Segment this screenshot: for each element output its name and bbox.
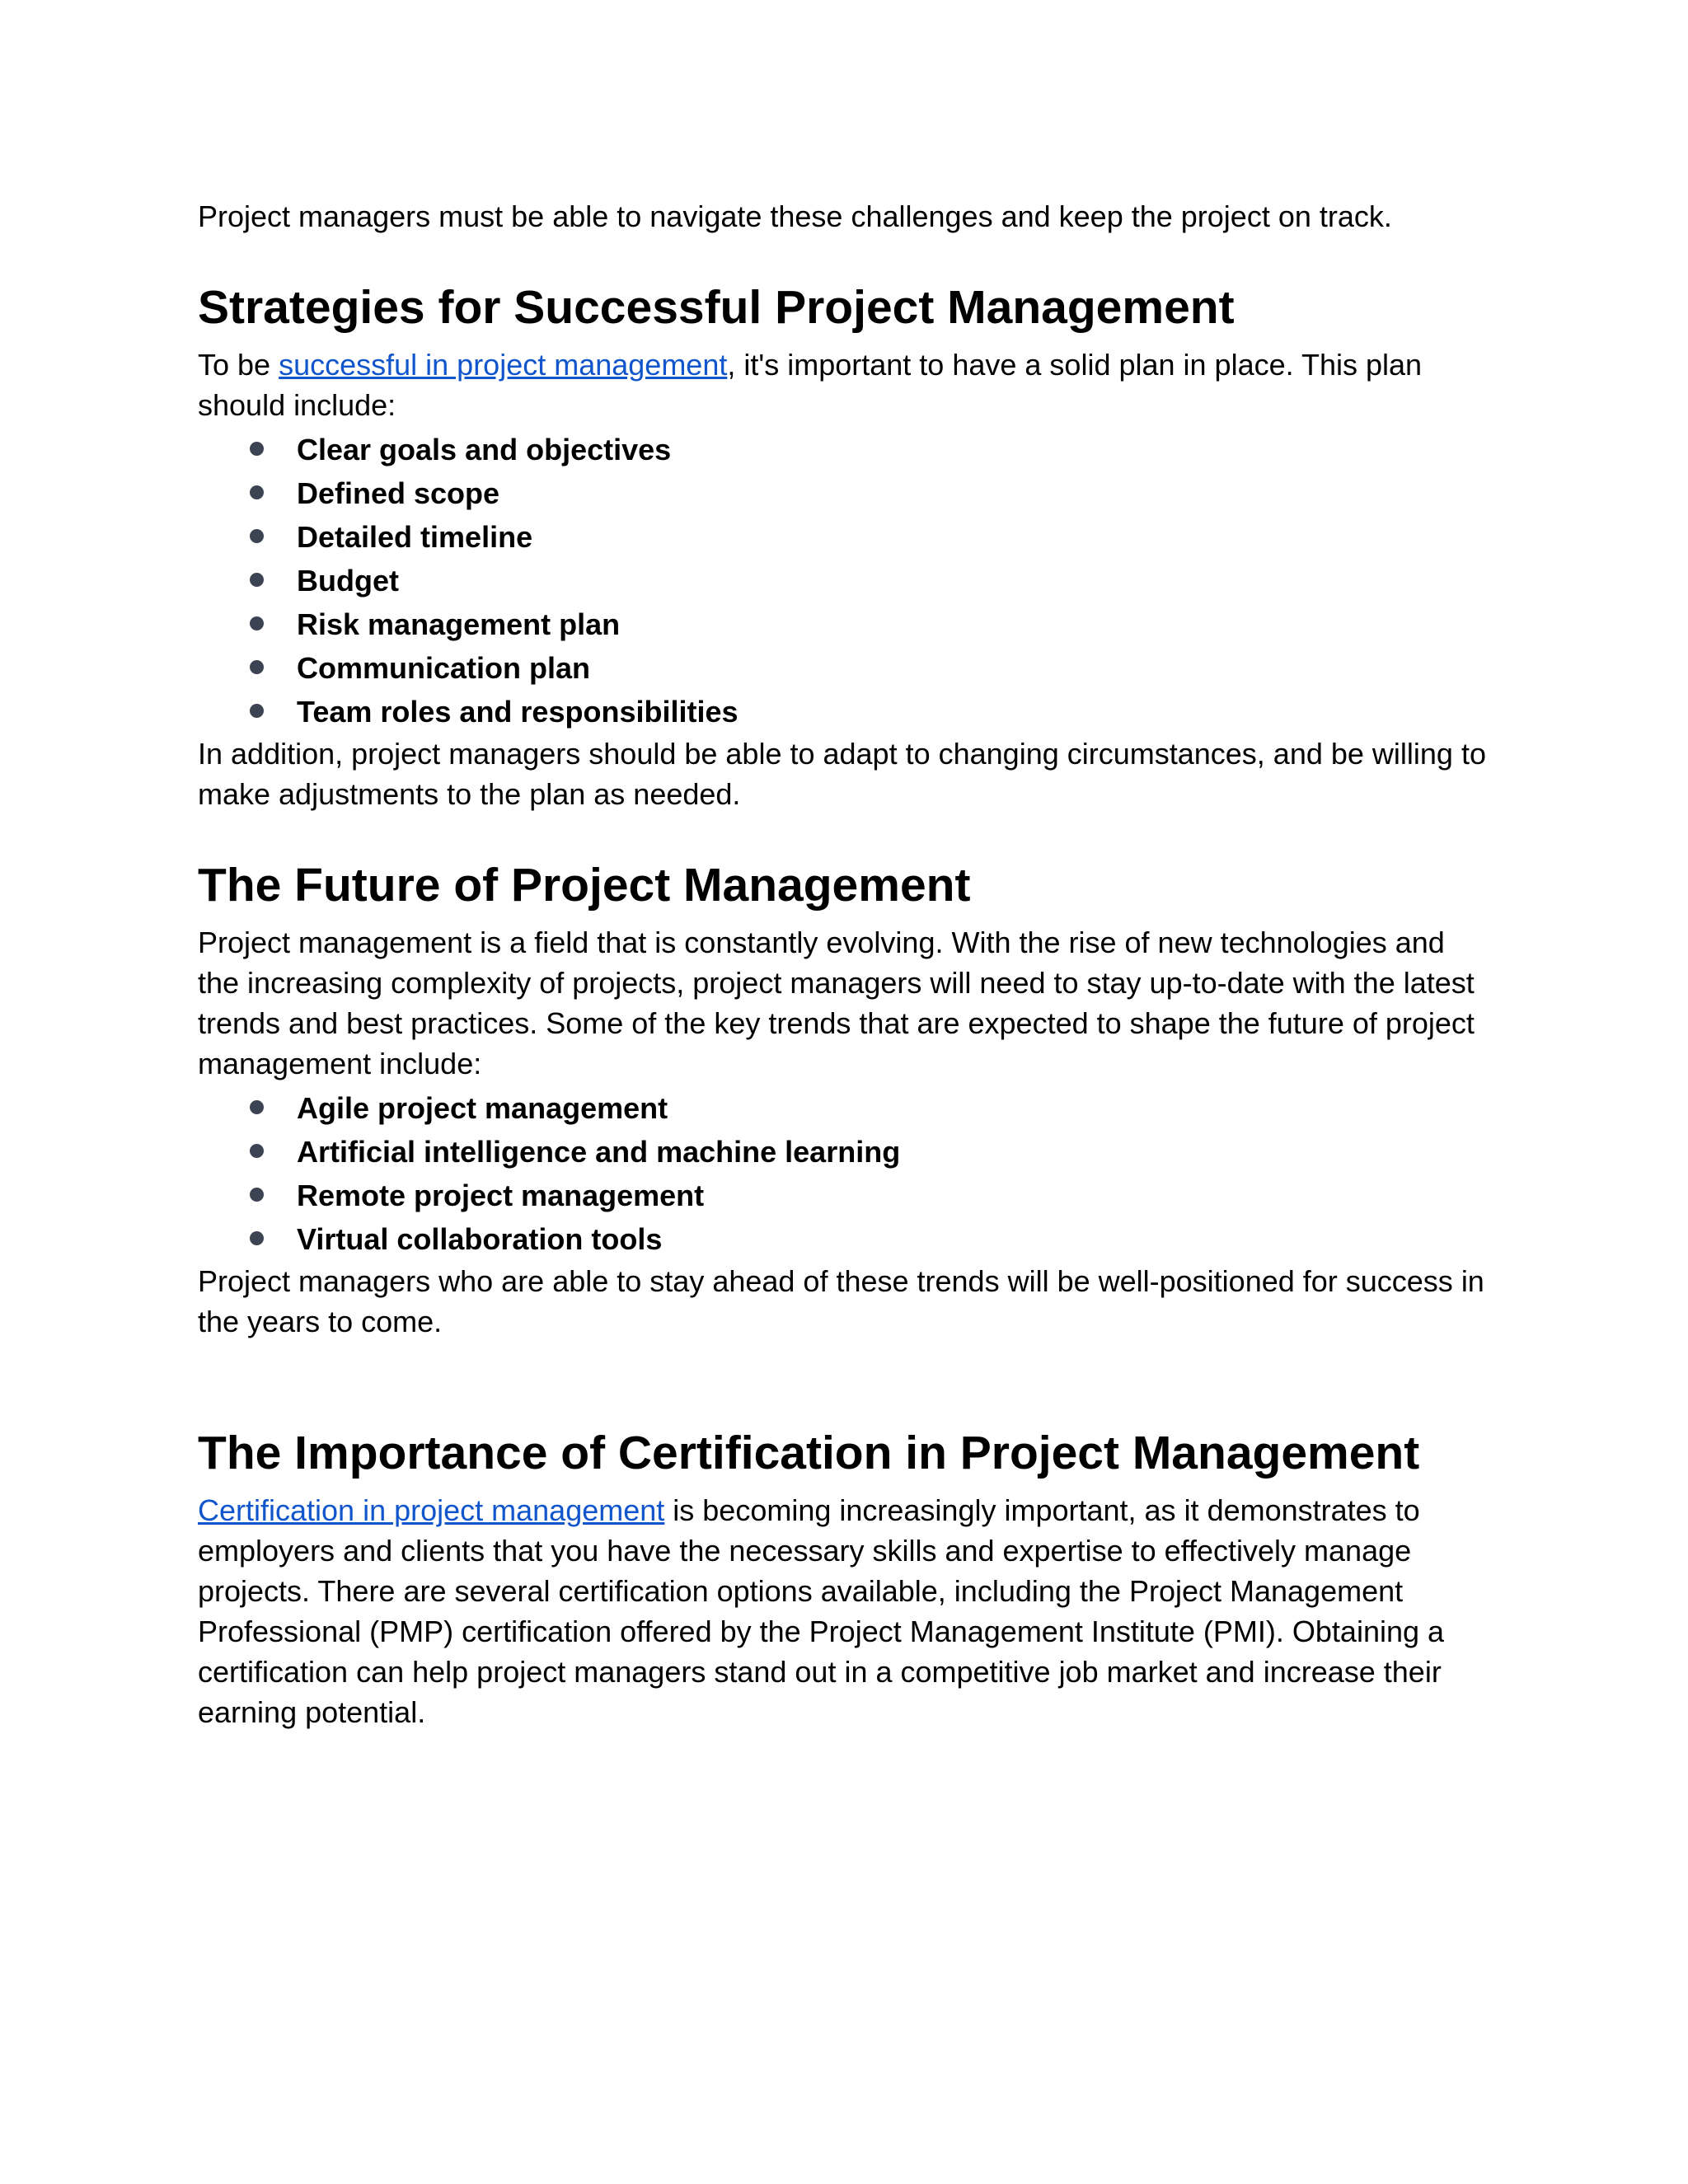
certification-heading: The Importance of Certification in Project Management [198, 1427, 1420, 1479]
list-item [198, 471, 1490, 515]
future-closing-paragraph: Project managers who are able to stay ahead of these trends will be well-positioned for success in the years to come. [198, 1264, 1484, 1338]
list-item-label: Team roles and responsibilities [297, 695, 738, 729]
certification-link[interactable]: Certification in project management [198, 1493, 665, 1527]
list-item-label: Remote project management [297, 1179, 705, 1212]
list-item [198, 1086, 1490, 1130]
bullet-icon [250, 529, 264, 543]
future-heading: The Future of Project Management [198, 859, 971, 912]
future-paragraph: Project management is a field that is constantly evolving. With the rise of new technologies and the increasing complexity of projects, project managers will need to stay up-to-date with the latest trends and best practices. Some of the key trends that are expected to shape the future of project management include: [198, 926, 1475, 1080]
list-item-label: Virtual collaboration tools [297, 1222, 663, 1256]
list-item [198, 690, 1490, 733]
list-item-label: Budget [297, 564, 399, 598]
bullet-icon [250, 1100, 264, 1114]
strategies-closing-paragraph: In addition, project managers should be able to adapt to changing circumstances, and be willing to make adjustments to the plan as needed. [198, 737, 1486, 811]
bullet-icon [250, 704, 264, 718]
list-item [198, 1174, 1490, 1217]
list-item-label: Risk management plan [297, 607, 621, 641]
strategies-heading: Strategies for Successful Project Management [198, 281, 1235, 334]
certification-text: is becoming increasingly important, as it demonstrates to employers and clients that you have the necessary skills and expertise to effectively manage projects. There are several certification options available, including the Project Management Professional (PMP) certification offered by the Project Management Institute (PMI). Obtaining a certification can help project managers stand out in a competitive job market and increase their earning potential. [198, 1493, 1445, 1729]
list-item-label: Defined scope [297, 476, 500, 510]
certification-paragraph [198, 1490, 1490, 1732]
list-item-label: Communication plan [297, 651, 591, 685]
list-item [198, 515, 1490, 559]
successful-pm-link[interactable]: successful in project management [279, 348, 728, 382]
bullet-icon [250, 1188, 264, 1202]
bullet-icon [250, 485, 264, 499]
list-item [198, 1217, 1490, 1261]
intro-paragraph: Project managers must be able to navigate these challenges and keep the project on track. [198, 199, 1392, 233]
strategies-intro-paragraph [198, 344, 1490, 425]
bullet-icon [250, 573, 264, 587]
plan-components-list [198, 428, 1490, 733]
list-item [198, 602, 1490, 646]
list-item [198, 559, 1490, 602]
bullet-icon [250, 660, 264, 674]
future-trends-list [198, 1086, 1490, 1261]
list-item-label: Artificial intelligence and machine learning [297, 1135, 901, 1169]
list-item-label: Clear goals and objectives [297, 433, 672, 466]
list-item-label: Detailed timeline [297, 520, 533, 554]
list-item [198, 1130, 1490, 1174]
bullet-icon [250, 442, 264, 456]
list-item-label: Agile project management [297, 1091, 668, 1125]
bullet-icon [250, 616, 264, 630]
bullet-icon [250, 1231, 264, 1245]
bullet-icon [250, 1144, 264, 1158]
list-item [198, 428, 1490, 471]
strategies-intro-before: To be [198, 348, 279, 382]
list-item [198, 646, 1490, 690]
strategies-intro-after: , it's important to have a solid plan in place. This plan should include: [198, 348, 1423, 422]
